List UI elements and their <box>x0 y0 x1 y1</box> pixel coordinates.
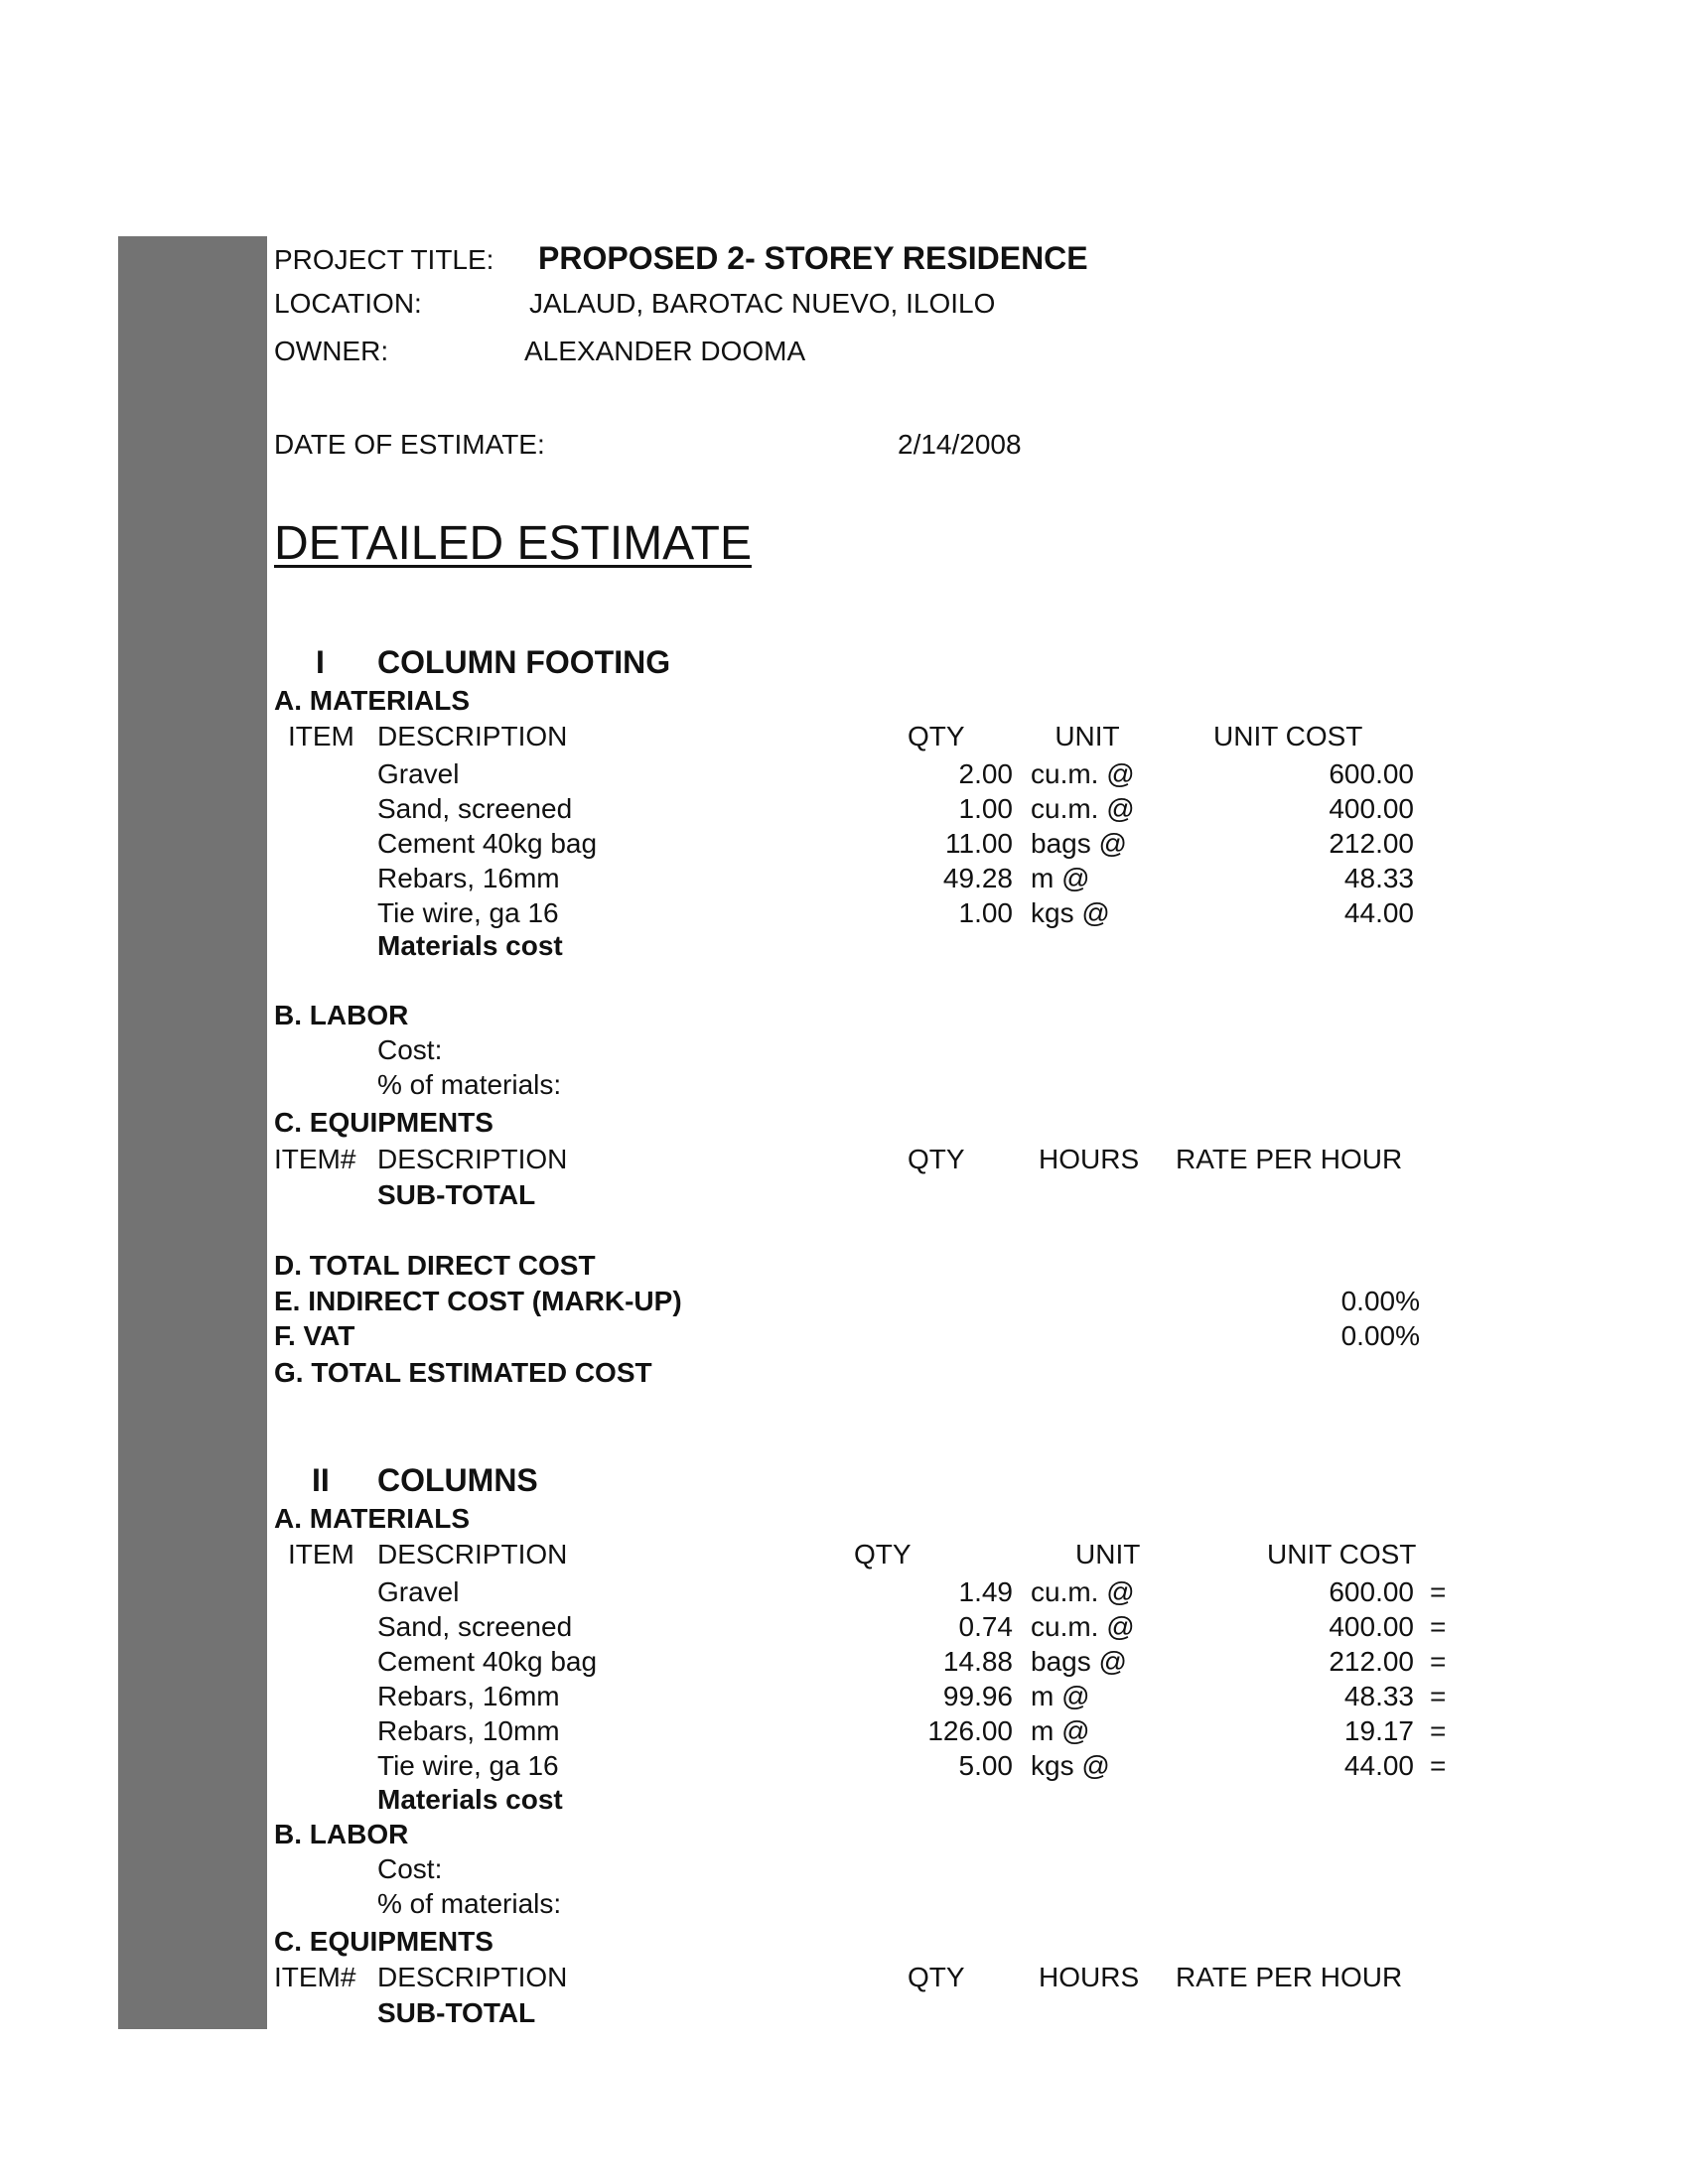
section-2-equip-header-hours: HOURS <box>1039 1962 1140 1992</box>
section-2-header-item: ITEM <box>288 1539 354 1570</box>
section-1-header-description: DESCRIPTION <box>377 721 568 751</box>
section-1-labor-label: B. LABOR <box>274 1000 409 1030</box>
row-unit: cu.m. @ <box>1031 793 1135 824</box>
section-1-equip-header-hours: HOURS <box>1039 1144 1140 1174</box>
row-unit: m @ <box>1031 1681 1090 1711</box>
sheet-margin-bar <box>118 236 267 2029</box>
section-2-equip-header-qty: QTY <box>908 1962 965 1992</box>
section-1-header-item: ITEM <box>288 721 354 751</box>
row-description: Rebars, 10mm <box>377 1715 560 1746</box>
section-2-header-description: DESCRIPTION <box>377 1539 568 1570</box>
location-value: JALAUD, BAROTAC NUEVO, ILOILO <box>529 288 996 319</box>
row-qty: 5.00 <box>958 1750 1013 1781</box>
row-qty: 1.00 <box>958 793 1013 824</box>
project-title-value: PROPOSED 2- STOREY RESIDENCE <box>538 240 1088 276</box>
section-2-equip-header-description: DESCRIPTION <box>377 1962 568 1992</box>
section-2-header-unit: UNIT <box>1075 1539 1141 1570</box>
total-estimated-cost-label: G. TOTAL ESTIMATED COST <box>274 1357 652 1388</box>
section-2-materials-cost-label: Materials cost <box>377 1784 563 1815</box>
row-unit-cost: 212.00 <box>1329 828 1414 859</box>
row-qty: 14.88 <box>942 1646 1013 1677</box>
section-1-title: COLUMN FOOTING <box>377 644 671 680</box>
section-2-number: II <box>312 1462 330 1498</box>
row-description: Gravel <box>377 1576 460 1607</box>
page-heading: DETAILED ESTIMATE <box>274 517 752 570</box>
project-title-label: PROJECT TITLE: <box>274 244 494 275</box>
row-description: Rebars, 16mm <box>377 863 560 893</box>
row-unit-cost: 48.33 <box>1343 863 1414 893</box>
row-unit-cost: 600.00 <box>1329 758 1414 789</box>
row-unit: cu.m. @ <box>1031 1611 1135 1642</box>
row-equals: = <box>1430 1715 1447 1746</box>
row-unit-cost: 19.17 <box>1343 1715 1414 1746</box>
row-description: Tie wire, ga 16 <box>377 1750 559 1781</box>
row-unit-cost: 600.00 <box>1329 1576 1414 1607</box>
section-1-number: I <box>316 644 325 680</box>
section-1-equip-header-item: ITEM# <box>274 1144 356 1174</box>
row-unit: m @ <box>1031 863 1090 893</box>
section-2-title: COLUMNS <box>377 1462 538 1498</box>
section-2-labor-label: B. LABOR <box>274 1819 409 1849</box>
row-unit: cu.m. @ <box>1031 1576 1135 1607</box>
total-direct-cost-label: D. TOTAL DIRECT COST <box>274 1250 596 1281</box>
vat-value: 0.00% <box>1340 1320 1420 1351</box>
section-2-materials-label: A. MATERIALS <box>274 1503 471 1534</box>
row-unit: bags @ <box>1031 1646 1127 1677</box>
indirect-cost-label: E. INDIRECT COST (MARK-UP) <box>274 1286 682 1316</box>
section-2-subtotal-label: SUB-TOTAL <box>377 1997 536 2028</box>
row-unit-cost: 48.33 <box>1343 1681 1414 1711</box>
row-qty: 2.00 <box>958 758 1013 789</box>
owner-label: OWNER: <box>274 336 389 366</box>
section-1-equip-header-qty: QTY <box>908 1144 965 1174</box>
row-qty: 126.00 <box>927 1715 1013 1746</box>
row-qty: 99.96 <box>942 1681 1013 1711</box>
section-1-subtotal-label: SUB-TOTAL <box>377 1179 536 1210</box>
row-unit-cost: 400.00 <box>1329 793 1414 824</box>
section-1-header-qty: QTY <box>908 721 965 751</box>
row-unit: cu.m. @ <box>1031 758 1135 789</box>
section-2-header-qty: QTY <box>854 1539 912 1570</box>
row-unit-cost: 212.00 <box>1329 1646 1414 1677</box>
row-description: Tie wire, ga 16 <box>377 897 559 928</box>
section-2-equipments-label: C. EQUIPMENTS <box>274 1926 493 1957</box>
row-qty: 1.49 <box>958 1576 1013 1607</box>
row-qty: 49.28 <box>942 863 1013 893</box>
section-2-labor-pct-label: % of materials: <box>377 1888 562 1919</box>
owner-value: ALEXANDER DOOMA <box>524 336 806 366</box>
row-description: Gravel <box>377 758 460 789</box>
section-1-labor-pct-label: % of materials: <box>377 1069 562 1100</box>
row-unit: kgs @ <box>1031 897 1110 928</box>
section-2-labor-cost-label: Cost: <box>377 1853 443 1884</box>
row-description: Cement 40kg bag <box>377 1646 598 1677</box>
row-qty: 0.74 <box>958 1611 1013 1642</box>
section-1-header-unit: UNIT <box>1055 721 1120 751</box>
date-value: 2/14/2008 <box>898 429 1022 460</box>
row-description: Cement 40kg bag <box>377 828 598 859</box>
section-2-equip-header-rate: RATE PER HOUR <box>1176 1962 1403 1992</box>
row-unit-cost: 44.00 <box>1343 1750 1414 1781</box>
row-description: Sand, screened <box>377 1611 573 1642</box>
location-label: LOCATION: <box>274 288 422 319</box>
row-description: Sand, screened <box>377 793 573 824</box>
row-equals: = <box>1430 1576 1447 1607</box>
date-label: DATE OF ESTIMATE: <box>274 429 545 460</box>
row-unit: bags @ <box>1031 828 1127 859</box>
row-qty: 11.00 <box>945 828 1013 859</box>
row-qty: 1.00 <box>958 897 1013 928</box>
row-equals: = <box>1430 1750 1447 1781</box>
indirect-cost-value: 0.00% <box>1340 1286 1420 1316</box>
section-1-materials-cost-label: Materials cost <box>377 930 563 961</box>
row-equals: = <box>1430 1611 1447 1642</box>
row-unit-cost: 400.00 <box>1329 1611 1414 1642</box>
section-1-equipments-label: C. EQUIPMENTS <box>274 1107 493 1138</box>
section-2-equip-header-item: ITEM# <box>274 1962 356 1992</box>
section-1-equip-header-rate: RATE PER HOUR <box>1176 1144 1403 1174</box>
section-1-labor-cost-label: Cost: <box>377 1034 443 1065</box>
row-equals: = <box>1430 1646 1447 1677</box>
row-description: Rebars, 16mm <box>377 1681 560 1711</box>
row-unit: kgs @ <box>1031 1750 1110 1781</box>
row-unit: m @ <box>1031 1715 1090 1746</box>
section-1-materials-label: A. MATERIALS <box>274 685 471 716</box>
section-1-equip-header-description: DESCRIPTION <box>377 1144 568 1174</box>
row-equals: = <box>1430 1681 1447 1711</box>
vat-label: F. VAT <box>274 1320 355 1351</box>
section-2-header-unit-cost: UNIT COST <box>1267 1539 1417 1570</box>
row-unit-cost: 44.00 <box>1343 897 1414 928</box>
section-1-header-unit-cost: UNIT COST <box>1213 721 1363 751</box>
